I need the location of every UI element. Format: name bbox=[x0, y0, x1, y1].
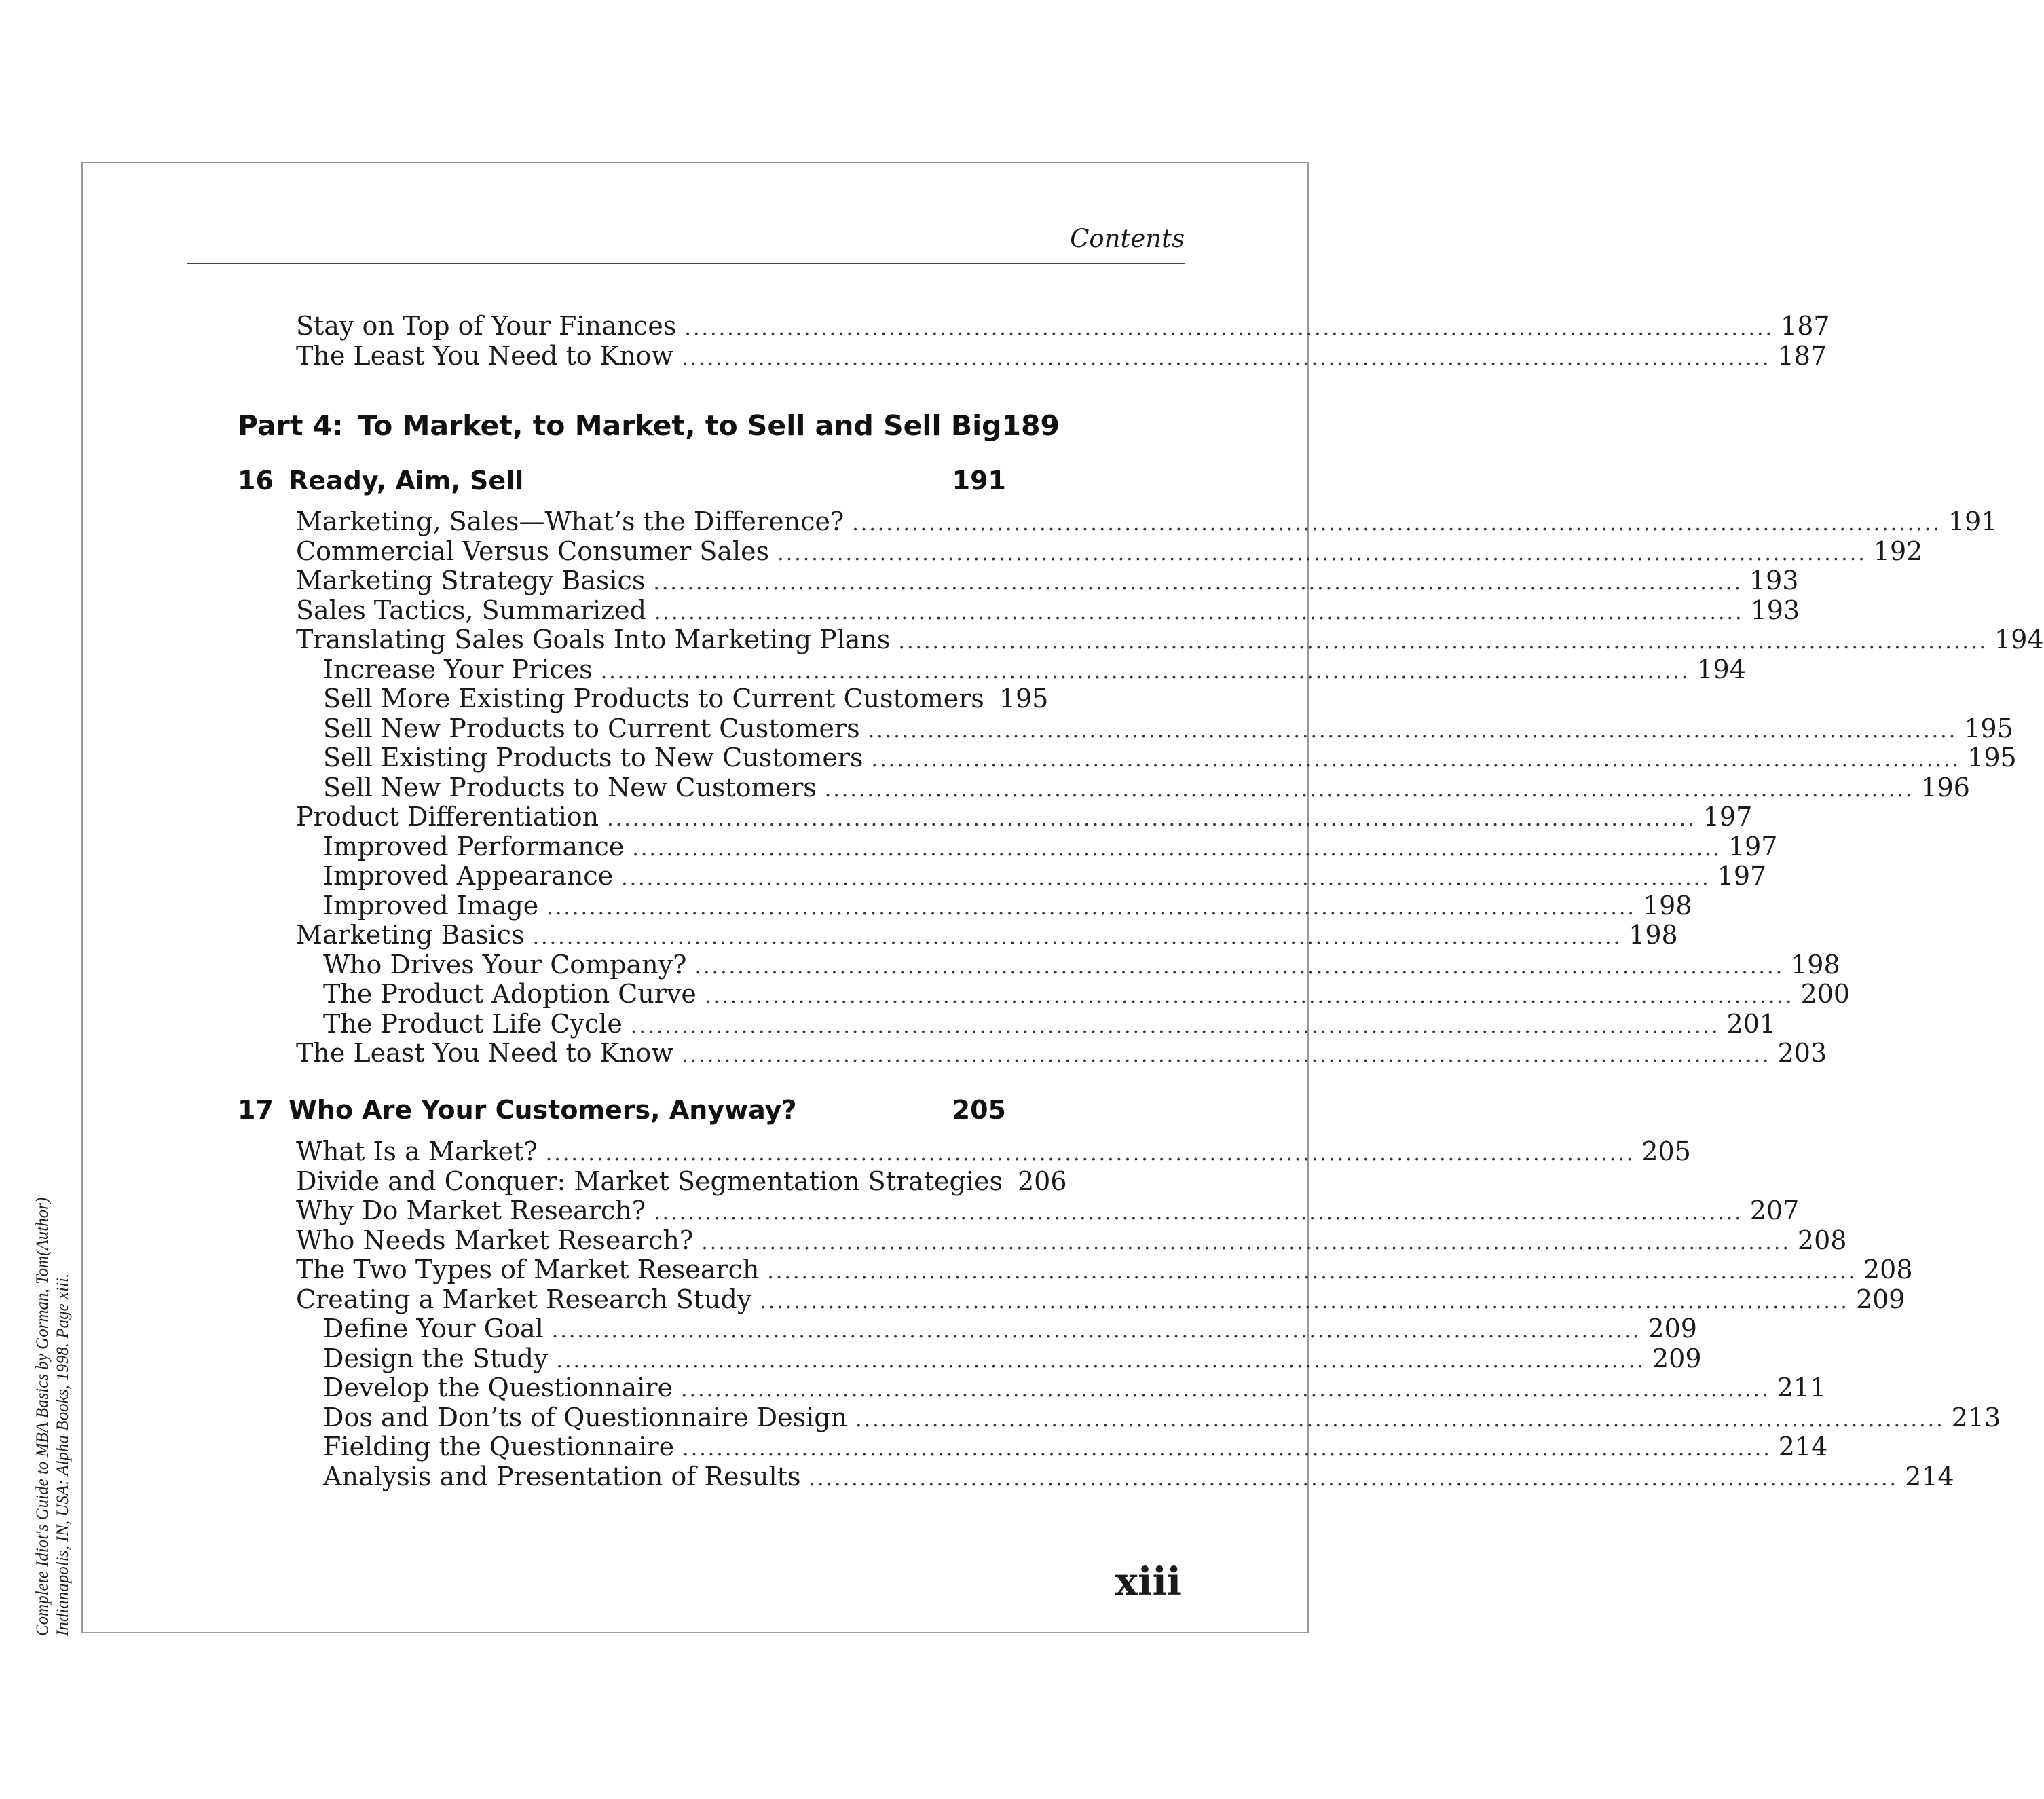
toc-entry-title: Improved Image bbox=[323, 891, 539, 921]
toc-entry[interactable] bbox=[296, 595, 1800, 625]
toc-entry-title: Increase Your Prices bbox=[323, 654, 593, 684]
dot-leader: ................................................................................................................................ bbox=[653, 571, 1743, 595]
toc-entry-page: 209 bbox=[1648, 1314, 1697, 1343]
dot-leader: ................................................................................................................................ bbox=[654, 1201, 1743, 1225]
running-head: Contents bbox=[1070, 224, 1185, 253]
toc-entry[interactable] bbox=[296, 1284, 1906, 1314]
toc-entry-page: 206 bbox=[1018, 1166, 1067, 1196]
toc-entry-page: 203 bbox=[1777, 1038, 1827, 1068]
dot-leader: ................................................................................................................................ bbox=[809, 1467, 1899, 1491]
toc-entry-page: 196 bbox=[1920, 773, 1970, 802]
chapter-page: 205 bbox=[952, 1095, 1006, 1125]
toc-entry[interactable] bbox=[296, 1038, 1827, 1068]
toc-entry[interactable] bbox=[323, 979, 1851, 1009]
toc-entry-page: 205 bbox=[1641, 1136, 1691, 1166]
part-page: 189 bbox=[1001, 409, 1060, 442]
toc-entry[interactable] bbox=[323, 1009, 1777, 1039]
toc-entry-title: Translating Sales Goals Into Marketing Plans bbox=[296, 625, 891, 654]
toc-entry-page: 198 bbox=[1642, 891, 1692, 921]
toc-entry-title: The Product Adoption Curve bbox=[323, 979, 696, 1009]
dot-leader: ................................................................................................................................ bbox=[632, 837, 1722, 861]
toc-entry-title: Marketing Strategy Basics bbox=[296, 565, 646, 595]
dot-leader: ................................................................................................................................ bbox=[630, 1014, 1720, 1038]
dot-leader: ................................................................................................................................ bbox=[681, 346, 1771, 370]
toc-entry-title: Why Do Market Research? bbox=[296, 1195, 646, 1225]
dot-leader: ................................................................................................................................ bbox=[682, 1437, 1772, 1461]
toc-entry-title: Improved Performance bbox=[323, 832, 625, 861]
chapter-number: 17 bbox=[238, 1095, 274, 1125]
dot-leader: ................................................................................................................................ bbox=[760, 1290, 1849, 1314]
side-credit bbox=[33, 1147, 73, 1636]
toc-entry[interactable] bbox=[323, 1432, 1828, 1462]
toc-entry-title: The Least You Need to Know bbox=[296, 341, 673, 371]
toc-entry-title: Divide and Conquer: Market Segmentation Strategies bbox=[296, 1166, 1003, 1196]
dot-leader: ................................................................................................................................ bbox=[777, 542, 1867, 565]
toc-entry-title: Who Needs Market Research? bbox=[296, 1225, 694, 1255]
dot-leader: ................................................................................................................................ bbox=[868, 719, 1958, 743]
toc-entry-title: The Product Life Cycle bbox=[323, 1009, 623, 1039]
toc-entry-page: 201 bbox=[1726, 1009, 1777, 1039]
toc-entry[interactable] bbox=[296, 625, 2044, 654]
toc-entry[interactable] bbox=[323, 861, 1767, 891]
toc-entry-title: Marketing, Sales—What’s the Difference? bbox=[296, 506, 844, 536]
dot-leader: ................................................................................................................................ bbox=[546, 896, 1636, 920]
dot-leader: ................................................................................................................................ bbox=[684, 316, 1774, 340]
toc-entry[interactable] bbox=[323, 1373, 1827, 1403]
toc-entry-page: 195 bbox=[999, 684, 1049, 713]
dot-leader: ................................................................................................................................ bbox=[545, 1142, 1635, 1166]
part-number: Part 4: bbox=[238, 409, 343, 442]
toc-entry-page: 198 bbox=[1791, 950, 1840, 980]
toc-entry[interactable] bbox=[296, 341, 1827, 371]
toc-entry[interactable] bbox=[323, 684, 1049, 713]
toc-entry-title: Sell New Products to Current Customers bbox=[323, 713, 860, 743]
toc-entry[interactable] bbox=[296, 536, 1923, 566]
toc-entry-page: 214 bbox=[1905, 1462, 1954, 1491]
toc-entry[interactable] bbox=[323, 891, 1692, 921]
chapter-page: 191 bbox=[952, 466, 1006, 496]
toc-entry-title: Sell New Products to New Customers bbox=[323, 773, 817, 802]
toc-entry-page: 198 bbox=[1629, 920, 1678, 950]
dot-leader: ................................................................................................................................ bbox=[556, 1349, 1646, 1373]
toc-entry-title: Improved Appearance bbox=[323, 861, 614, 891]
toc-entry-page: 211 bbox=[1777, 1373, 1827, 1403]
toc-entry-page: 193 bbox=[1749, 565, 1799, 595]
toc-entry-page: 209 bbox=[1652, 1343, 1702, 1373]
dot-leader: ................................................................................................................................ bbox=[551, 1319, 1641, 1343]
toc-entry-page: 191 bbox=[1948, 506, 1998, 536]
toc-entry-page: 197 bbox=[1728, 832, 1778, 861]
toc-entry-title: Fielding the Questionnaire bbox=[323, 1432, 675, 1462]
toc-entry-page: 195 bbox=[1967, 743, 2017, 773]
dot-leader: ................................................................................................................................ bbox=[607, 807, 1696, 831]
dot-leader: ................................................................................................................................ bbox=[621, 866, 1711, 890]
toc-entry-title: Product Differentiation bbox=[296, 802, 599, 832]
dot-leader: ................................................................................................................................ bbox=[898, 630, 1988, 654]
dot-leader: ................................................................................................................................ bbox=[871, 748, 1961, 772]
dot-leader: ................................................................................................................................ bbox=[600, 660, 1690, 684]
toc-entry-page: 195 bbox=[1964, 713, 2013, 743]
toc-entry-title: Sell More Existing Products to Current Customers bbox=[323, 684, 984, 713]
toc-entry[interactable] bbox=[323, 713, 2013, 743]
toc-entry[interactable] bbox=[296, 1255, 1913, 1284]
toc-entry-title: Sales Tactics, Summarized bbox=[296, 595, 646, 625]
toc-entry-title: What Is a Market? bbox=[296, 1136, 538, 1166]
toc-entry-title: Sell Existing Products to New Customers bbox=[323, 743, 863, 773]
toc-entry-title: The Two Types of Market Research bbox=[296, 1255, 760, 1284]
toc-entry-page: 214 bbox=[1778, 1432, 1828, 1462]
toc-entry[interactable] bbox=[323, 654, 1746, 684]
toc-entry[interactable] bbox=[296, 1195, 1800, 1225]
toc-entry-page: 209 bbox=[1855, 1284, 1906, 1314]
toc-entry-title: The Least You Need to Know bbox=[296, 1038, 673, 1068]
toc-entry[interactable] bbox=[323, 773, 1970, 802]
chapter-heading[interactable] bbox=[238, 460, 1006, 501]
toc-entry-page: 208 bbox=[1863, 1255, 1913, 1284]
dot-leader: ................................................................................................................................ bbox=[704, 984, 1794, 1008]
toc-entry-page: 194 bbox=[1994, 625, 2044, 654]
toc-entry-title: Commercial Versus Consumer Sales bbox=[296, 536, 770, 566]
toc-entry-title: Develop the Questionnaire bbox=[323, 1373, 673, 1403]
toc-entry-page: 197 bbox=[1703, 802, 1753, 832]
dot-leader: ................................................................................................................................ bbox=[694, 955, 1785, 979]
header-rule bbox=[187, 263, 1185, 264]
part-title: To Market, to Market, to Sell and Sell Big bbox=[358, 409, 1002, 442]
toc-entry[interactable] bbox=[323, 950, 1840, 980]
toc-entry[interactable] bbox=[296, 1136, 1691, 1166]
dot-leader: ................................................................................................................................ bbox=[852, 512, 1941, 536]
chapter-title: Ready, Aim, Sell bbox=[289, 466, 524, 496]
toc-entry-page: 187 bbox=[1781, 311, 1830, 341]
toc-entry-page: 213 bbox=[1951, 1403, 2001, 1432]
toc-entry-title: Analysis and Presentation of Results bbox=[323, 1462, 801, 1491]
toc-entry[interactable] bbox=[323, 1343, 1702, 1373]
page-number: xiii bbox=[1115, 1559, 1181, 1604]
chapter-title: Who Are Your Customers, Anyway? bbox=[289, 1095, 797, 1125]
toc-entry[interactable] bbox=[323, 1462, 1954, 1491]
toc-entry[interactable] bbox=[323, 1314, 1697, 1343]
toc-entry[interactable] bbox=[323, 832, 1778, 861]
dot-leader: ................................................................................................................................ bbox=[855, 1408, 1945, 1432]
toc-entry-page: 197 bbox=[1717, 861, 1767, 891]
toc-entry[interactable] bbox=[296, 565, 1799, 595]
part-heading[interactable] bbox=[238, 405, 1060, 446]
toc-entry-page: 192 bbox=[1873, 536, 1923, 566]
dot-leader: ................................................................................................................................ bbox=[681, 1378, 1770, 1402]
dot-leader: ................................................................................................................................ bbox=[681, 1043, 1771, 1067]
toc-entry-page: 187 bbox=[1777, 341, 1827, 371]
toc-entry[interactable] bbox=[296, 920, 1678, 950]
toc-entry-title: Define Your Goal bbox=[323, 1314, 544, 1343]
toc-entry-page: 194 bbox=[1696, 654, 1746, 684]
dot-leader: ................................................................................................................................ bbox=[824, 778, 1914, 802]
toc-entry-page: 207 bbox=[1749, 1195, 1800, 1225]
toc-entry-title: Who Drives Your Company? bbox=[323, 950, 687, 980]
dot-leader: ................................................................................................................................ bbox=[532, 925, 1622, 949]
toc-entry-title: Stay on Top of Your Finances bbox=[296, 311, 677, 341]
toc-entry[interactable] bbox=[296, 802, 1753, 832]
dot-leader: ................................................................................................................................ bbox=[654, 601, 1744, 625]
toc-entry-page: 193 bbox=[1750, 595, 1800, 625]
toc-entry[interactable] bbox=[296, 506, 1998, 536]
dot-leader: ................................................................................................................................ bbox=[701, 1231, 1791, 1255]
chapter-number: 16 bbox=[238, 466, 274, 496]
chapter-heading[interactable] bbox=[238, 1090, 1006, 1130]
toc-entry-title: Creating a Market Research Study bbox=[296, 1284, 752, 1314]
toc-entry-title: Dos and Don’ts of Questionnaire Design bbox=[323, 1403, 848, 1432]
toc-entry[interactable] bbox=[296, 1225, 1847, 1255]
toc-entry[interactable] bbox=[323, 743, 2017, 773]
toc-entry-page: 208 bbox=[1797, 1225, 1847, 1255]
dot-leader: ................................................................................................................................ bbox=[767, 1260, 1857, 1284]
toc-entry[interactable] bbox=[323, 1403, 2001, 1432]
toc-entry[interactable] bbox=[296, 1166, 1067, 1196]
side-credit-line: Complete Idiot's Guide to MBA Basics by Gorman, Tom(Author) bbox=[33, 1197, 52, 1636]
toc-entry-title: Marketing Basics bbox=[296, 920, 525, 950]
toc-entry-page: 200 bbox=[1800, 979, 1851, 1009]
side-credit-line: Indianapolis, IN, USA: Alpha Books, 1998. Page xiii. bbox=[54, 1273, 72, 1636]
toc-entry[interactable] bbox=[296, 311, 1830, 341]
toc-entry-title: Design the Study bbox=[323, 1343, 549, 1373]
